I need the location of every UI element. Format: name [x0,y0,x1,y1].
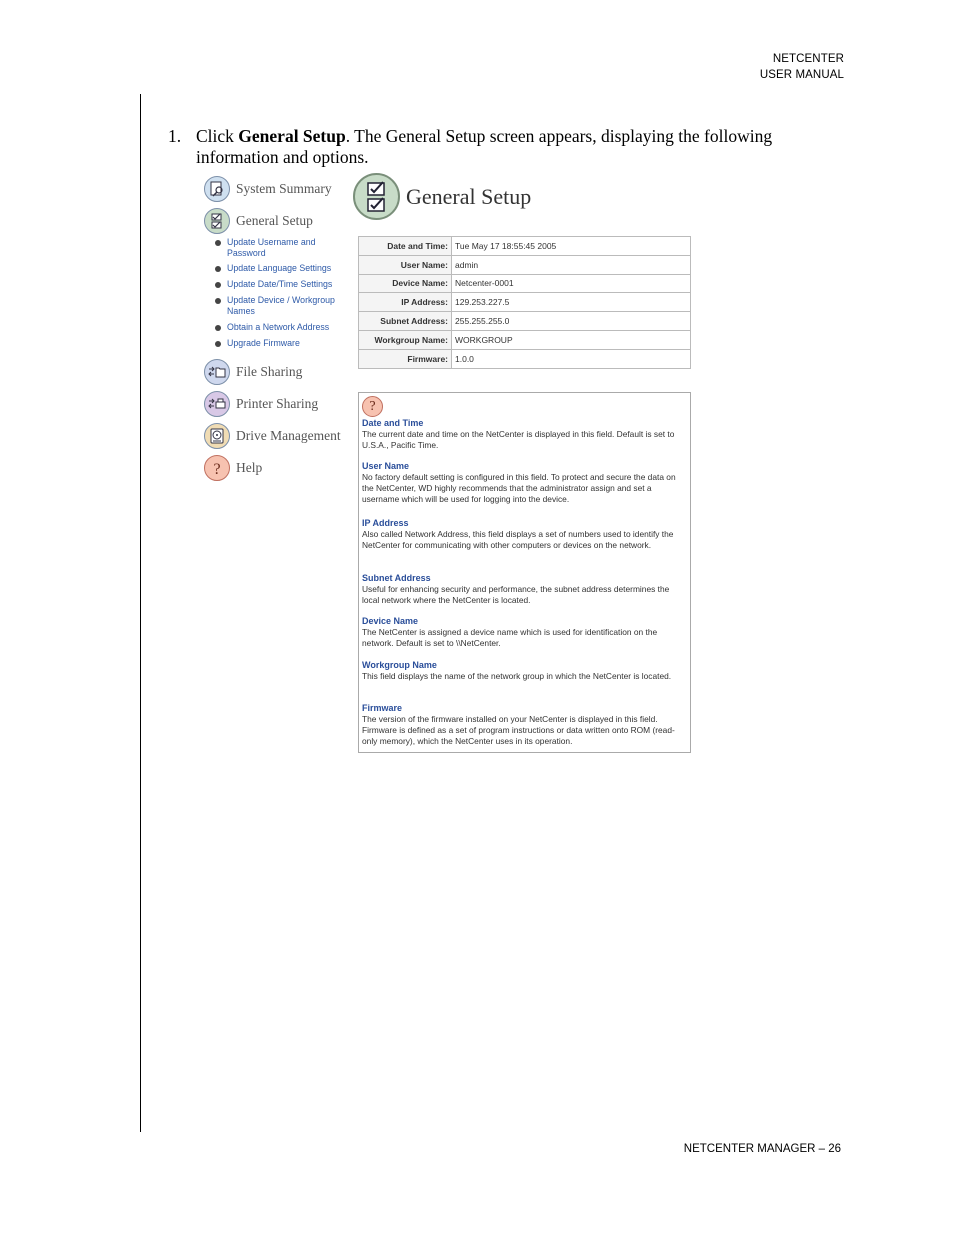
step-post: . The General Setup screen appears, displaying the following information and options. [196,126,773,167]
svg-text:?: ? [213,461,221,477]
submenu-item-update-language[interactable] [215,263,345,274]
submenu-link: Obtain a Network Address [227,322,330,332]
margin-rule [140,94,141,1132]
row-value: WORKGROUP [452,330,691,349]
row-label: Subnet Address: [359,312,452,331]
file-sharing-icon [204,359,230,385]
help-heading: Workgroup Name [362,660,437,670]
page-title: General Setup [406,184,532,209]
nav-item-file-sharing[interactable] [204,359,302,385]
nav-label: Help [236,460,263,475]
help-text: The NetCenter is assigned a device name which is used for identification on the network. Default is set to \\NetCenter. [362,627,658,648]
help-section-firmware [362,703,687,747]
settings-table [358,236,691,369]
nav-label: General Setup [236,213,313,228]
nav-label: Printer Sharing [236,396,319,411]
row-value: 129.253.227.5 [452,293,691,312]
bullet-icon [215,341,221,347]
question-mark-icon: ? [362,396,383,417]
page-footer: NETCENTER MANAGER – 26 [683,1143,841,1155]
submenu-item-update-username[interactable] [215,237,345,259]
help-text: Useful for enhancing security and performance, the subnet address determines the local network where the NetCenter is located. [362,584,670,605]
general-setup-title-icon [353,173,400,220]
row-value: Tue May 17 18:55:45 2005 [452,237,691,256]
help-text: The current date and time on the NetCenter is displayed in this field. Default is set to U.S.A., Pacific Time. [362,429,675,450]
help-heading: Subnet Address [362,573,431,583]
nav-label: System Summary [236,181,332,196]
help-section-user-name [362,461,687,505]
submenu-link: Update Device / Workgroup Names [227,295,335,316]
nav-item-printer-sharing[interactable] [204,391,318,417]
row-value: 255.255.255.0 [452,312,691,331]
submenu-link: Upgrade Firmware [227,338,300,348]
nav-item-general-setup[interactable] [204,208,313,234]
row-label: Firmware: [359,349,452,368]
help-section-date-time [362,418,687,451]
step-bold: General Setup [238,126,346,146]
row-value: admin [452,255,691,274]
help-heading: IP Address [362,518,409,528]
step-pre: Click [196,126,239,146]
help-panel [358,392,691,753]
table-row [359,312,691,331]
drive-management-icon [204,423,230,449]
submenu-link: Update Language Settings [227,263,332,273]
help-text: No factory default setting is configured in this field. To protect and secure the data on the NetCenter, WD highly recommends that the administrator assign and set a username which will be used for logging into the device. [362,472,676,504]
row-value: 1.0.0 [452,349,691,368]
table-row [359,349,691,368]
row-label: User Name: [359,255,452,274]
bullet-icon [215,240,221,246]
submenu-item-upgrade-firmware[interactable] [215,338,345,349]
help-section-ip-address [362,518,687,551]
printer-sharing-icon [204,391,230,417]
nav-label: Drive Management [236,428,341,443]
help-section-subnet-address [362,573,687,606]
help-heading: Firmware [362,703,403,713]
header-line-2: USER MANUAL [759,69,844,81]
row-label: Date and Time: [359,237,452,256]
system-summary-icon [204,176,230,202]
header-line-1: NETCENTER [772,53,844,65]
row-label: Device Name: [359,274,452,293]
submenu-item-obtain-network-address[interactable] [215,322,345,333]
step-text [196,126,808,168]
general-setup-icon [204,208,230,234]
help-heading: Device Name [362,616,419,626]
submenu-item-update-device-names[interactable] [215,295,345,317]
table-row [359,237,691,256]
help-section-workgroup-name [362,660,687,682]
help-text: This field displays the name of the network group in which the NetCenter is located. [362,671,672,681]
submenu-link: Update Username and Password [227,237,316,258]
bullet-icon [215,298,221,304]
help-text: Also called Network Address, this field displays a set of numbers used to identify the NetCenter for communicating with other computers or devices on the network. [362,529,674,550]
nav-label: File Sharing [236,364,303,379]
bullet-icon [215,266,221,272]
help-icon [204,455,230,481]
row-value: Netcenter-0001 [452,274,691,293]
nav-item-system-summary[interactable] [204,176,332,202]
submenu-item-update-datetime[interactable] [215,279,345,290]
bullet-icon [215,325,221,331]
bullet-icon [215,282,221,288]
table-row [359,293,691,312]
table-row [359,274,691,293]
help-heading: User Name [362,461,410,471]
help-heading: Date and Time [362,418,424,428]
table-row [359,330,691,349]
nav-item-drive-management[interactable] [204,423,341,449]
row-label: Workgroup Name: [359,330,452,349]
submenu-link: Update Date/Time Settings [227,279,333,289]
nav-item-help[interactable] [204,455,262,481]
running-header [760,51,844,83]
row-label: IP Address: [359,293,452,312]
help-text: The version of the firmware installed on your NetCenter is displayed in this field. Firmware is defined as a set of program instructions or data written onto ROM (read-only memory), which the NetCenter uses in its operation. [362,714,675,746]
help-section-device-name [362,616,687,649]
table-row [359,255,691,274]
step-instruction [168,126,808,168]
step-number: 1. [168,126,182,146]
